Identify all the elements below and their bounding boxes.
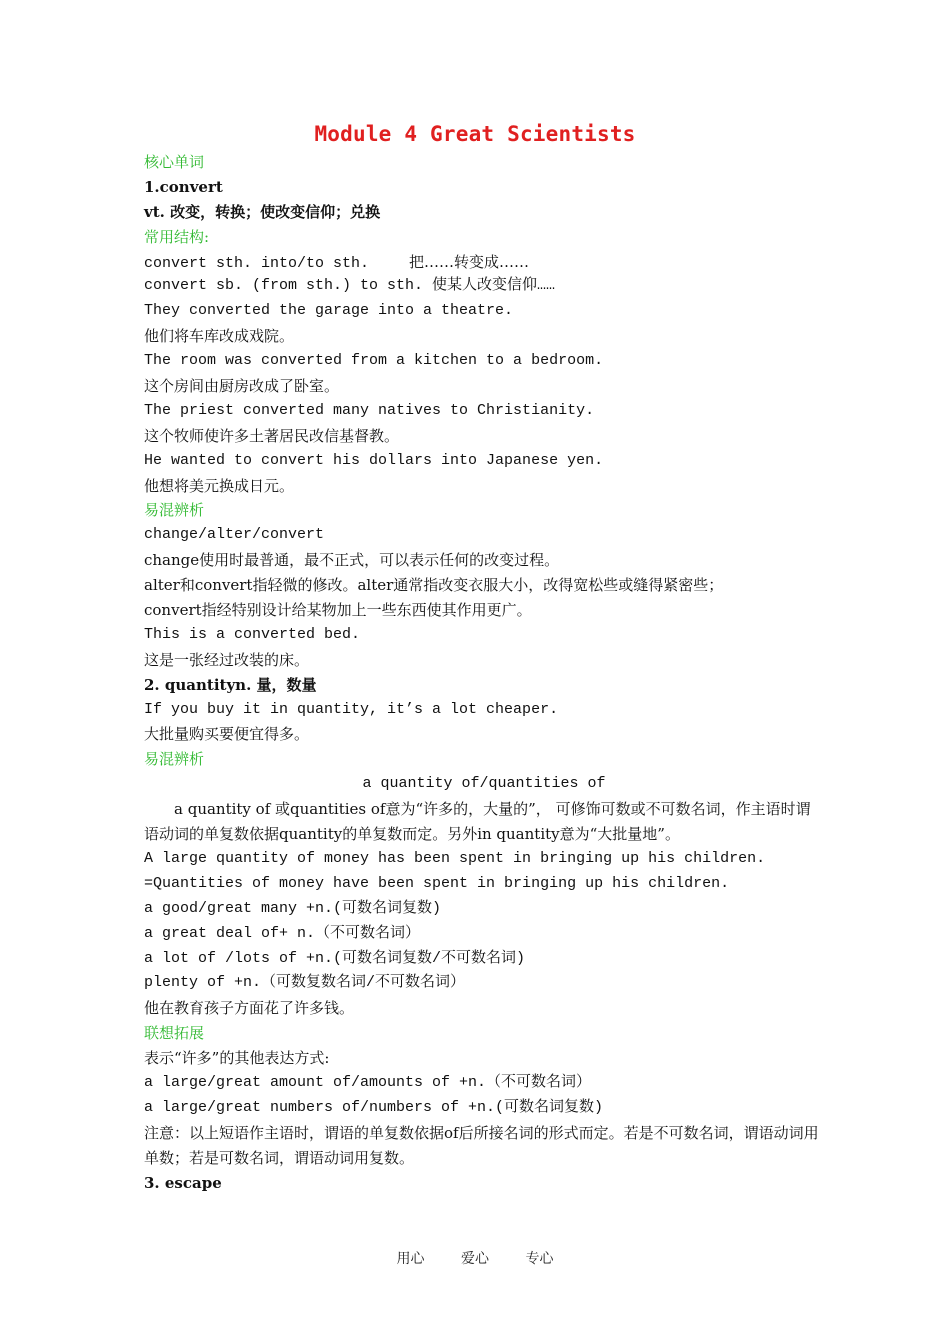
explanation-line: change使用时最普通，最不正式，可以表示任何的改变过程。 [144,551,560,570]
section-heading-confusables: 易混辨析 [144,501,205,520]
explanation-line: 表示“许多”的其他表达方式: [144,1049,330,1068]
page-title: Module 4 Great Scientists [314,122,636,146]
word-definition: vt. 改变，转换；使改变信仰；兑换 [144,202,381,221]
footer-text: 用心 [396,1251,425,1267]
phrase-line: a lot of /lots of +n.(可数名词复数/不可数名词) [144,949,526,967]
section-heading-confusables: 易混辨析 [144,750,205,769]
explanation-paragraph: a quantity of 或quantities of意为“许多的，大量的”， 可修饰可数或不可数名词，作主语时谓语动词的单复数依据quantity的单复数而定。另外in quantity意为“大批量地”。 [144,800,811,844]
phrase-line: a large/great amount of/amounts of +n.（不可数名词） [144,1073,592,1091]
example-sentence: They converted the garage into a theatre. [144,302,514,320]
example-sentence: He wanted to convert his dollars into Japanese yen. [144,451,604,469]
example-sentence: A large quantity of money has been spent in bringing up his children. [144,849,766,867]
example-sentence: If you buy it in quantity, it’s a lot cheaper. [144,700,559,718]
example-translation: 这个房间由厨房改成了卧室。 [144,377,340,396]
section-heading-core-words: 核心单词 [144,153,205,171]
example-translation: 大批量购买要便宜得多。 [144,725,310,744]
confusable-words: change/alter/convert [144,526,325,544]
example-translation: 他想将美元换成日元。 [144,476,295,495]
word-entry-quantity: 2. quantityn. 量，数量 [144,675,317,694]
phrase-line: plenty of +n.（可数复数名词/不可数名词） [144,974,466,992]
phrase-line: a large/great numbers of/numbers of +n.(可数名词复数) [144,1098,604,1116]
section-heading-structures: 常用结构: [144,227,210,246]
example-translation: 这是一张经过改装的床。 [144,650,310,669]
example-translation: 他们将车库改成戏院。 [144,327,295,346]
note-paragraph: 注意：以上短语作主语时，谓语的单复数依据of后所接名词的形式而定。若是不可数名词，谓语动词用单数；若是可数名词，谓语动词用复数。 [144,1123,819,1167]
example-sentence: The room was converted from a kitchen to a bedroom. [144,352,604,370]
example-sentence: =Quantities of money have been spent in bringing up his children. [144,874,730,892]
footer-text: 专心 [525,1251,554,1267]
word-entry-convert: 1.convert [144,177,223,196]
footer-text: 爱心 [461,1251,489,1267]
explanation-line: convert指经特别设计给某物加上一些东西使其作用更广。 [144,601,532,620]
phrase-line: a great deal of+ n.（不可数名词） [144,924,421,942]
structure-line [144,250,824,275]
structure-line: convert sb. (from sth.) to sth. 使某人改变信仰…… [144,277,556,295]
phrase-line: a good/great many +n.(可数名词复数) [144,899,442,917]
structure-phrase: convert sth. into/to sth. [144,254,370,272]
phrase-heading: a quantity of/quantities of [362,775,606,793]
page-footer [0,1248,950,1268]
section-heading-expansion: 联想拓展 [144,1024,205,1043]
word-entry-escape: 3. escape [144,1173,222,1192]
example-translation: 他在教育孩子方面花了许多钱。 [144,999,355,1018]
structure-meaning: 把……转变成…… [409,252,530,271]
example-translation: 这个牧师使许多土著居民改信基督教。 [144,426,400,445]
example-sentence: This is a converted bed. [144,625,361,643]
explanation-line: alter和convert指轻微的修改。alter通常指改变衣服大小，改得宽松些或缝得紧密些； [144,576,724,595]
document-body [144,150,824,1195]
example-sentence: The priest converted many natives to Christianity. [144,401,595,419]
